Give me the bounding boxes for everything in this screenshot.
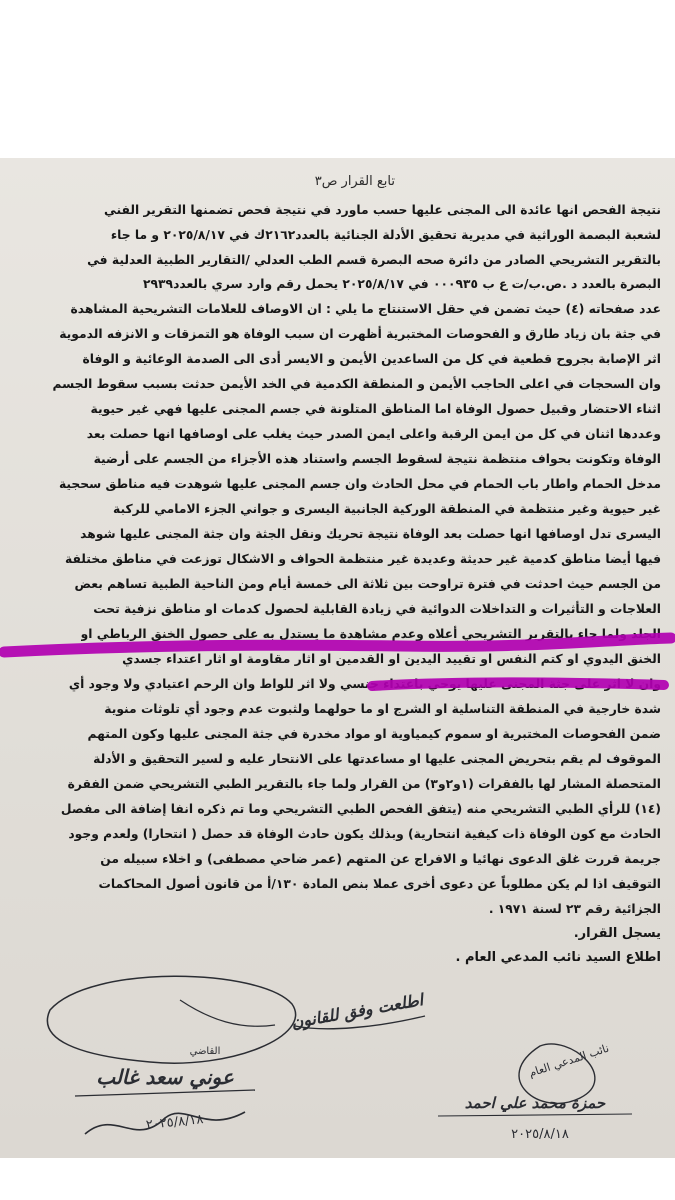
- body-line-23: الموقوف لم يقم بتحريض المجنى عليها او مساعدتها على الانتحار عليه و لسير التحقيق و الأدلة: [93, 752, 661, 766]
- body-line-28: التوقيف اذا لم يكن مطلوباً عن دعوى أخرى عملا بنص المادة ١٣٠/أ من قانون أصول المحاكمات: [98, 877, 661, 891]
- closing-line-register: يسجل القرار.: [573, 926, 661, 941]
- body-line-18: الجلد ولما جاء بالتقرير التشريحي أعلاه وعدم مشاهدة ما يستدل به على حصول الخنق الرباطي او: [80, 627, 661, 641]
- body-line-16: من الجسم حيث احدثت في فترة تراوحت بين ثلاثة الى خمسة أيام ومن الناحية الطبية تساهم بعض: [74, 577, 661, 591]
- body-line-15: فيها أيضا مناطق كدمية غير حديثة وعديدة غير منتظمة الحواف و الاشكال توزعت في مناطق مختلفة: [64, 552, 661, 566]
- prosecutor-stamp: [420, 1038, 650, 1153]
- judge-date: ٢٠٢٥/٨/١٨: [145, 1112, 205, 1133]
- body-line-8: وان السحجات في اعلى الحاجب الأيمن و المنطقة الكدمية في الخد الأيمن حدثت بسبب سقوط الجسم: [52, 377, 661, 391]
- body-line-13: غير حيوية وغير منتظمة في المنطقة الوركية الجانبية اليسرى و جواني الجزء الامامي للركبة: [113, 502, 661, 516]
- body-line-4: البصرة بالعدد د .ص.ب/ت ع ب ٠٠٠٩٣٥ في ٢٠٢٥/٨/١٧ يحمل رقم وارد سري بالعدد٢٩٣٩: [143, 277, 661, 291]
- body-line-24: المتحصلة المشار لها بالفقرات (١و٢و٣) من القرار ولما جاء بالتقرير الطبي التشريحي ضمن الفقرة: [67, 777, 661, 791]
- body-line-12: مدخل الحمام واطار باب الحمام في محل الحادث وان جسم المجنى عليها شوهدت فيه مناطق سحجية: [58, 477, 661, 491]
- handwritten-note-text: اطلعت وفق للقانون: [289, 990, 425, 1033]
- body-line-2: لشعبة البصمة الوراثية في مديرية تحقيق الأدلة الجنائية بالعدد٢١٦٢ك في ٢٠٢٥/٨/١٧ و ما جاء: [110, 228, 661, 242]
- body-line-11: الوفاة وتكونت بحواف منتظمة نتيجة لسقوط الجسم واستناد هذه الأجزاء من الجسم على أرضية: [93, 452, 661, 466]
- prosecutor-name: حمزة محمد علي احمد: [464, 1094, 606, 1112]
- closing-line-prosecutor-notice: اطلاع السيد نائب المدعي العام .: [455, 950, 661, 965]
- body-line-20: وان لا اثر على جثة المجنى عليها يوحي باعتداء جنسي ولا اثر للواط وان الرحم اعتيادي ولا وجود أي: [68, 677, 661, 691]
- scribble-tail: [180, 1000, 275, 1026]
- body-line-10: وعددها اثنان في كل من ايمن الرقبة واعلى ايمن الصدر حيث يغلب على اوصافها انها حصلت بعد: [86, 427, 661, 441]
- judge-stamp: [55, 1038, 275, 1148]
- scanned-document-page: [0, 158, 675, 1158]
- page-heading: تابع القرار ص٣: [314, 174, 395, 189]
- prosecutor-date: ٢٠٢٥/٨/١٨: [511, 1127, 569, 1142]
- body-line-27: جريمة قررت غلق الدعوى نهائيا و الافراج عن المتهم (عمر ضاحي مصطفى) و اخلاء سبيله من: [100, 852, 661, 866]
- judge-name: عوني سعد غالب: [96, 1065, 234, 1089]
- body-line-3: بالتقرير التشريحي الصادر من دائرة صحه البصرة قسم الطب العدلي /التقارير الطبية العدلية في: [87, 253, 661, 267]
- body-line-21: شدة خارجية في المنطقة التناسلية او الشرج او ما حولهما ولثبوت عدم وجود أي تلوثات منوية: [104, 702, 661, 716]
- body-line-26: الحادث مع كون الوفاة ذات كيفية انتحارية) وبذلك يكون حادث الوفاة قد حصل ( انتحارا) ولعدم وجود: [68, 827, 661, 841]
- body-line-17: العلاجات و التأثيرات و التداخلات الدوائية في زيادة القابلية لحصول كدمات او مناطق نزفية تحت: [93, 602, 661, 616]
- body-line-19: الخنق اليدوي او كتم النفس او تقييد اليدين او القدمين او اثار مقاومة او اثار اعتداء جسدي: [122, 652, 661, 666]
- judge-name-underline: [75, 1090, 255, 1096]
- prosecutor-name-underline: [438, 1114, 632, 1116]
- body-line-7: اثر الإصابة بجروح قطعية في كل من الساعدين الأيمن و الايسر أدى الى الصدمة الوعائية و الوفاة: [82, 352, 661, 366]
- body-line-29: الجزائية رقم ٢٣ لسنة ١٩٧١ .: [488, 902, 661, 916]
- body-line-5: عدد صفحاته (٤) حيث تضمن في حقل الاستنتاج ما يلي : ان الاوصاف للعلامات التشريحية المشاهدة: [70, 302, 661, 316]
- judge-title: القاضي: [189, 1046, 221, 1057]
- body-line-6: في جثة بان زياد طارق و الفحوصات المختبرية أظهرت ان سبب الوفاة هو التمزقات و الانزفه الدموية: [59, 327, 661, 341]
- body-line-1: نتيجة الفحص انها عائدة الى المجنى عليها حسب ماورد في نتيجة فحص تضمنها التقرير الفني: [104, 203, 661, 217]
- body-line-9: اثناء الاحتضار وقبيل حصول الوفاة اما المناطق المتلونة في جسم المجنى عليها فهي غير حيوية: [90, 402, 661, 416]
- body-line-22: ضمن الفحوصات المختبرية او سموم كيمياوية او مواد مخدرة في جثة المجنى عليها وكون المتهم: [87, 727, 661, 741]
- body-line-25: (١٤) للرأي الطبي التشريحي منه (يتفق الفحص الطبي التشريحي وما تم ذكره انفا إضافة الى مفصل: [60, 802, 661, 816]
- prosecutor-title: نائب المدعي العام: [527, 1041, 611, 1080]
- body-line-14: اليسرى تدل اوصافها انها حصلت بعد الوفاة نتيجة تحريك ونقل الجثة وان جثة المجنى عليها شوهد: [80, 527, 661, 541]
